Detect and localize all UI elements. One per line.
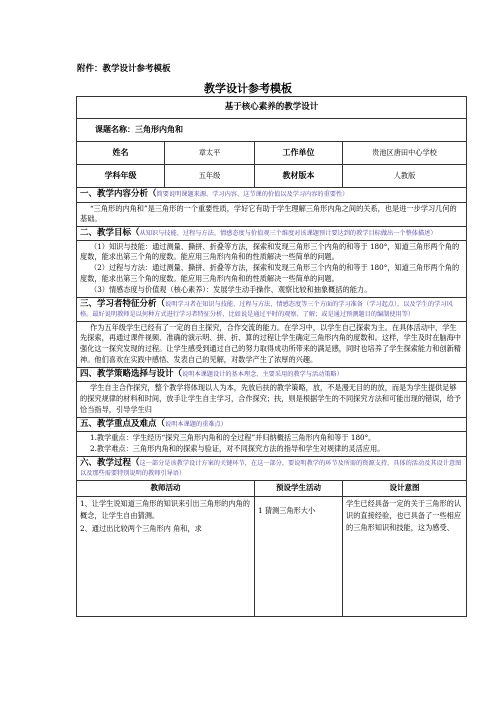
section-4-title: 四、教学策略选择与设计（ (80, 368, 183, 379)
section-6-title: 六、教学过程（ (80, 457, 140, 468)
section-2-body (77, 240, 467, 297)
unit-value: 贵池区唐田中心学校 (343, 142, 467, 165)
document-title: 教学设计参考模板 (204, 82, 292, 95)
section-5-title: 五、教学重点及难点（ (80, 418, 166, 429)
teacher-activity-2: 2、通过出比较两个三角形内 角和，求 (80, 523, 202, 533)
section-1-body: “三角形的内角和”是三角形的一个重要性质，学好它有助于学生理解三角形内角之间的关系，也是进一步学习几何的基础。 (77, 202, 467, 227)
table-header: 基于核心素养的教学设计 (77, 97, 467, 119)
objective-process: （2）过程与方法：通过测量、撕拼、折叠等方法，探索和发现三角形三个内角的和等于 180°，知道三角形两个角的度数，能求出第三个角的度数。能应用三角形内角和的性质解决一些简单的问题。 (80, 263, 460, 283)
section-4-note: 说明本课题设计的基本理念、主要采用的教学与活动策略） (182, 370, 343, 378)
key-point: 1.教学重点：学生经历“探究三角形内角和的全过程”并归纳概括三角形内角和等于 180°。 (90, 433, 376, 443)
design-intent-cell (343, 496, 467, 616)
section-6-note: 这一部分是该教学设计方案的关键环节，在这一部分，要说明教学的环节及所需的资源支持、具体的活动及其设计意图以及那些需要特别说明的教师引导语） (80, 459, 462, 478)
objective-knowledge: （1）知识与技能：通过测量、撕拼、折叠等方法，探索和发现三角形三个内角的和等于 180°，知道三角形两个角的度数，能求出第三个角的度数。能应用三角形内角和的性质解决一些简单的问题。 (80, 241, 460, 262)
section-2-note: 从知识与技能、过程与方法、情感态度与价值观三个维度对该课题预计要达到的教学目标做出一个整体描述） (139, 230, 437, 238)
attachment-label: 附件：教学设计参考模板 (77, 64, 171, 74)
section-4-body: 学生自主合作探究，整个教学将体现以人为本，先放后扶的教学策略，放，不是漫无目的的放，而是为学生提供足够的探究规律的材料和时间，放手让学生自主学习，合作探究；扶，则是根据学生的不同探究方法和可能出现的错误，给予恰当指导，引导学生归 (77, 382, 467, 417)
section-1-title: 一、教学内容分析（ (80, 189, 157, 199)
column-header-teacher: 教师活动 (77, 480, 255, 496)
section-3-body: 作为五年级学生已经有了一定的自主探究，合作交流的能力。在学习中，以学生自己探索为主。在具体活动中，学生先探索，再通过课件视频、准确的演示明、拼、折、算的过程让学生确定三角形内角的度数和。这样，学生及时在脑海中强化这一探究发现的过程。让学生感受到通过自己的努力取得成功所带来的满足感，同时也培养了学生探索能力和创新精神。他们喜欢在实践中感悟、发表自己的见解，对数学产生了浓厚的兴趣。 (77, 321, 467, 367)
textbook-value: 人教版 (343, 165, 467, 188)
name-value: 章太平 (165, 142, 255, 165)
unit-label: 工作单位 (255, 142, 343, 165)
lesson-plan-table (76, 96, 467, 617)
difficulty-point: 2.教学难点：三角形内角和的探索与验证，对不同探究方法的指导和学生对规律的灵活应用。 (90, 443, 385, 453)
column-header-student: 预设学生活动 (255, 480, 343, 496)
grade-label: 学科年级 (77, 165, 165, 188)
section-1-heading (77, 188, 467, 203)
section-5-body (77, 432, 467, 457)
student-activity-cell (255, 496, 343, 616)
section-3-title: 三、学习者特征分析（ (80, 298, 166, 309)
course-title: 课题名称：三角形内角和 (77, 119, 467, 142)
section-4-heading (77, 367, 467, 382)
section-1-note: 简要说明课题来源、学习内容、这节课的价值以及学习内容的重要性） (156, 191, 349, 198)
teacher-activity-1: 1、让学生说知道三角形的知识来引出三角形的内角的概念，让学生自由猜测。 (80, 498, 250, 521)
section-2-title: 二、教学目标（ (80, 228, 140, 239)
name-label: 姓名 (77, 142, 165, 165)
column-header-intent: 设计意图 (343, 480, 467, 496)
teacher-activity-cell (77, 496, 255, 616)
section-5-heading (77, 417, 467, 432)
grade-value: 五年级 (165, 165, 255, 188)
section-3-note: 说明学习者在知识与技能、过程与方法、情感态度等三个方面的学习准备（学习起点），以及学生的学习风格。最好说明教师是以何种方式进行学习者特征分析，比如说是通过平时的观察、了解；或是通过预测题目的编制使用等） (80, 300, 453, 319)
section-5-note: 说明本课题的重难点） (165, 420, 227, 428)
design-intent: 学生已经具备一定的关于三角形的认识的直接经验，也已具备了一些相应的三角形知识和技能，这为感受、 (346, 498, 462, 532)
student-activity-1: 1 猜测三角形大小 (258, 505, 316, 515)
section-2-heading (77, 227, 467, 241)
section-3-heading (77, 297, 467, 321)
section-6-heading (77, 456, 467, 480)
textbook-label: 教材版本 (255, 165, 343, 188)
objective-attitude: （3）情感态度与价值观（核心素养）：发展学生动手操作、观察比较和抽象概括的能力。 (90, 284, 372, 294)
